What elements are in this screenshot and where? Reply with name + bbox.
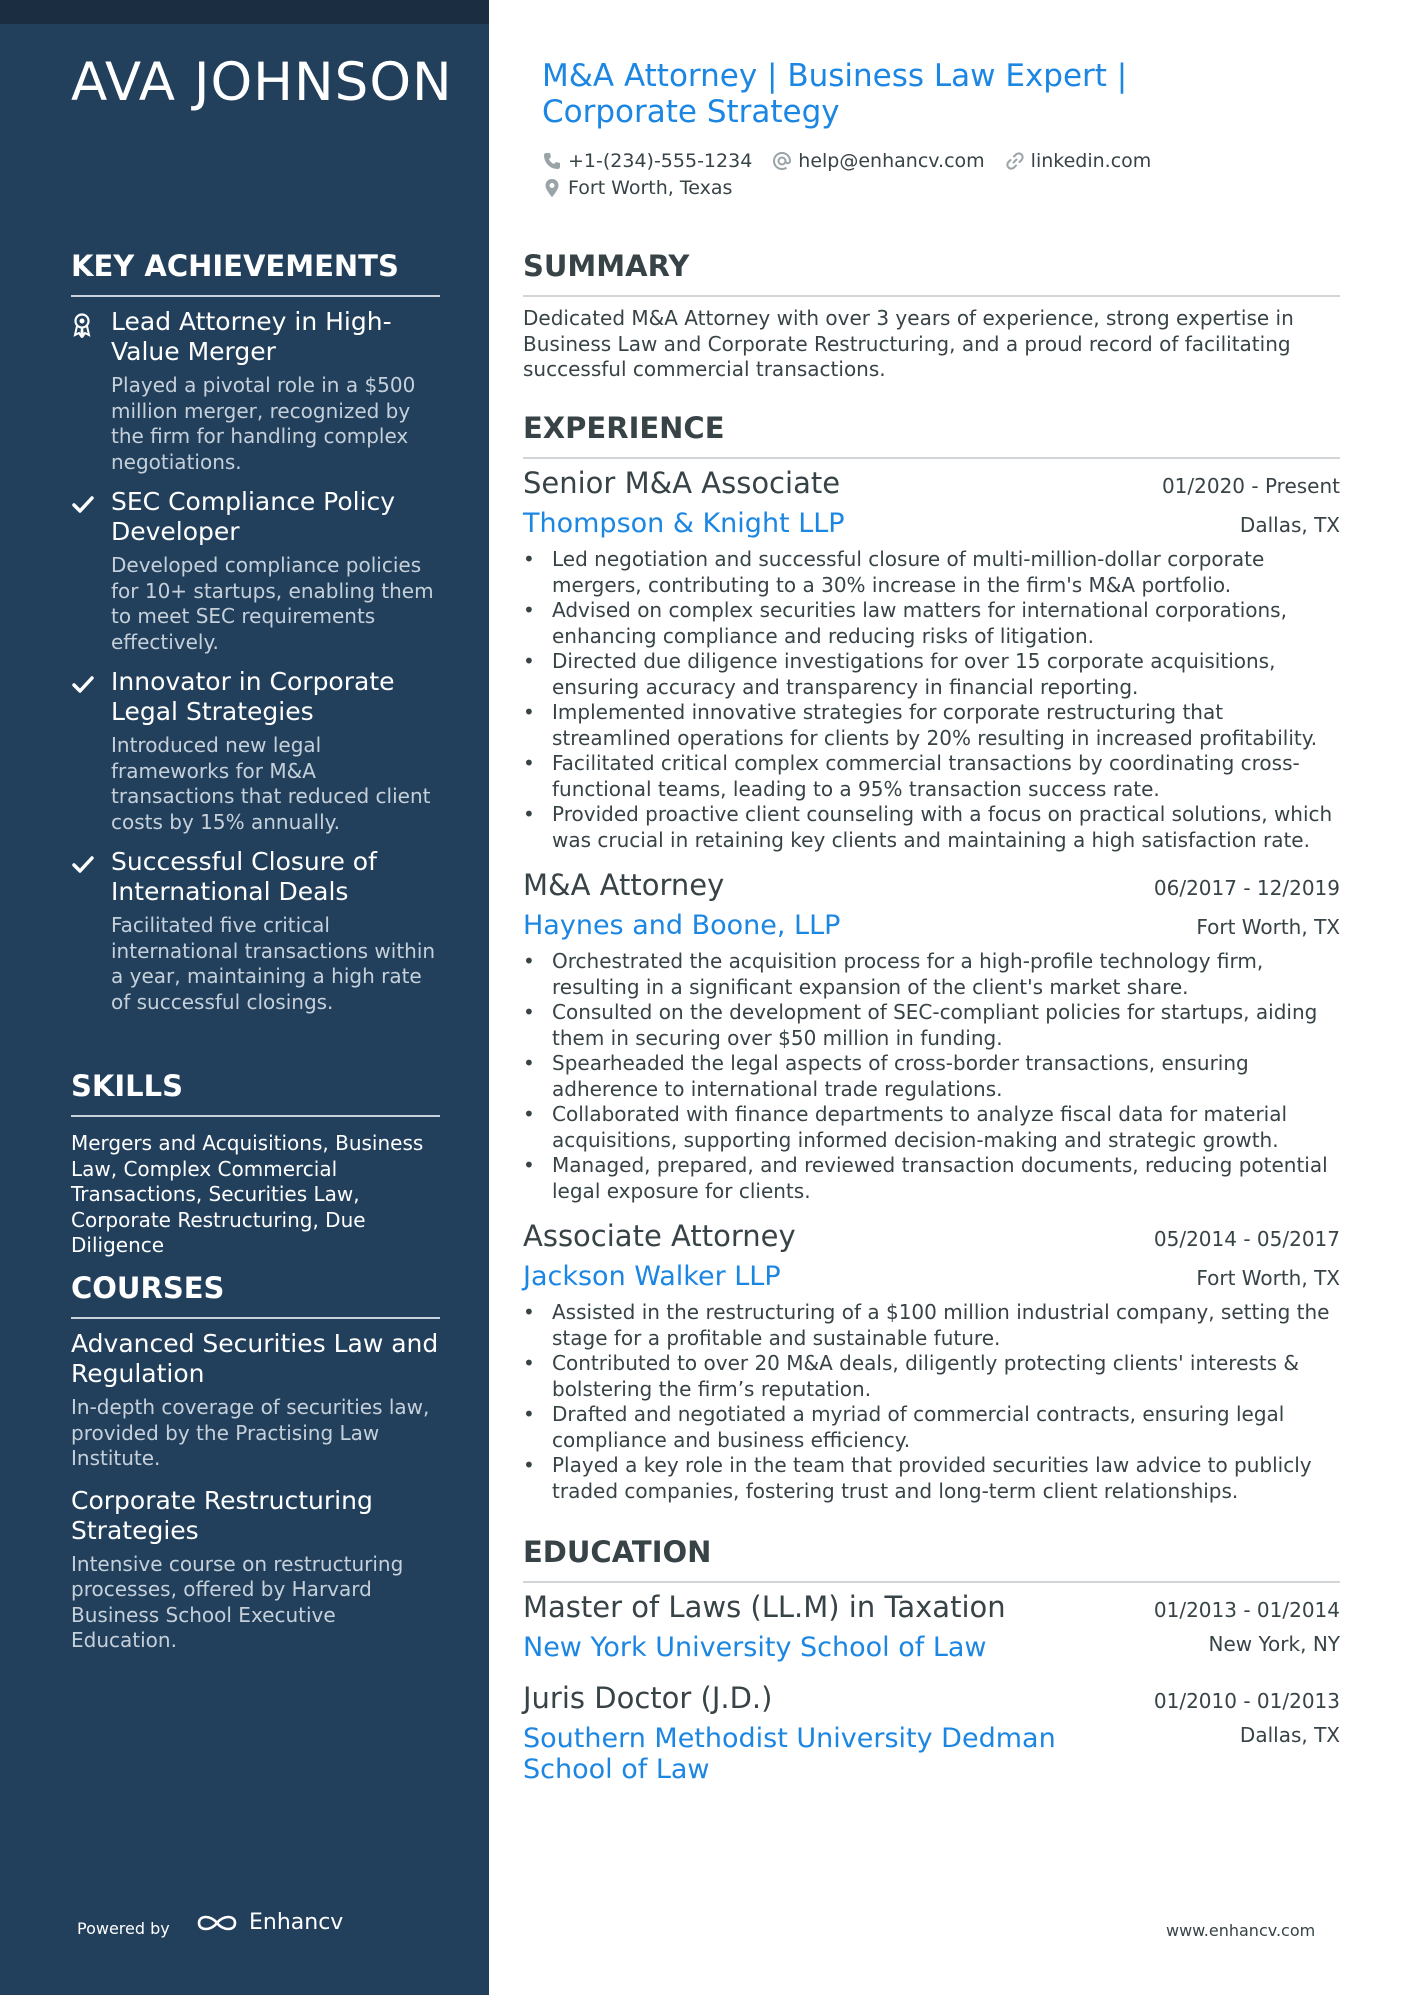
job-bullets bbox=[523, 547, 1340, 853]
phone-icon bbox=[542, 151, 562, 171]
contact-row-location bbox=[542, 177, 752, 199]
education-school[interactable]: New York University School of Law bbox=[523, 1632, 987, 1663]
job-dates: 06/2017 - 12/2019 bbox=[1153, 876, 1340, 900]
job-dates: 05/2014 - 05/2017 bbox=[1153, 1227, 1340, 1251]
achievement-description: Developed compliance policies for 10+ startups, enabling them to meet SEC requirements effectively. bbox=[111, 553, 434, 654]
achievement-item bbox=[71, 307, 440, 475]
job-bullets bbox=[523, 949, 1340, 1204]
courses-section bbox=[71, 1271, 440, 1654]
job-entry bbox=[523, 1219, 1340, 1504]
job-bullet: • Drafted and negotiated a myriad of commercial contracts, ensuring legal compliance and business efficiency. bbox=[523, 1402, 1340, 1453]
sidebar-top-bar bbox=[0, 0, 489, 24]
education-dates: 01/2013 - 01/2014 bbox=[1153, 1598, 1340, 1622]
job-bullet: • Orchestrated the acquisition process for a high-profile technology firm, resulting in a significant expansion of the client's market share. bbox=[523, 949, 1340, 1000]
skills-list: Mergers and Acquisitions, Business Law, Complex Commercial Transactions, Securities Law, Corporate Restructuring, Due Diligence bbox=[71, 1131, 424, 1257]
job-title: Senior M&A Associate bbox=[523, 466, 841, 500]
job-location: Fort Worth, TX bbox=[1196, 915, 1340, 939]
job-bullet: • Consulted on the development of SEC-compliant policies for startups, aiding them in securing over $50 million in funding. bbox=[523, 1000, 1340, 1051]
contact-row bbox=[542, 150, 1171, 172]
job-bullet: • Advised on complex securities law matters for international corporations, enhancing compliance and reducing risks of litigation. bbox=[523, 598, 1340, 649]
achievement-description: Facilitated five critical international transactions within a year, maintaining a high rate of successful closings. bbox=[111, 913, 436, 1014]
check-icon bbox=[71, 852, 97, 878]
enhancv-logo[interactable] bbox=[195, 1910, 343, 1935]
job-company[interactable]: Haynes and Boone, LLP bbox=[523, 910, 841, 941]
education-heading: EDUCATION bbox=[523, 1535, 1340, 1583]
job-bullet: • Collaborated with finance departments to analyze fiscal data for material acquisitions, supporting informed decision-making and strategic growth. bbox=[523, 1102, 1340, 1153]
course-description: In-depth coverage of securities law, provided by the Practising Law Institute. bbox=[71, 1395, 430, 1470]
job-bullet: • Directed due diligence investigations for over 15 corporate acquisitions, ensuring accuracy and transparency in financial reporting. bbox=[523, 649, 1340, 700]
contact-location bbox=[542, 177, 732, 199]
job-bullet: • Managed, prepared, and reviewed transaction documents, reducing potential legal exposure for clients. bbox=[523, 1153, 1340, 1204]
experience-heading: EXPERIENCE bbox=[523, 411, 1340, 459]
location-pin-icon bbox=[542, 178, 562, 198]
summary-text: Dedicated M&A Attorney with over 3 years of experience, strong expertise in Business Law and Corporate Restructuring, and a proud record of facilitating successful commercial transactions. bbox=[523, 306, 1294, 381]
contact-email[interactable] bbox=[772, 150, 984, 172]
achievement-title: Innovator in Corporate Legal Strategies bbox=[111, 667, 395, 726]
job-entry bbox=[523, 466, 1340, 853]
job-location: Fort Worth, TX bbox=[1196, 1266, 1340, 1290]
course-item bbox=[71, 1329, 440, 1472]
courses-heading: COURSES bbox=[71, 1271, 440, 1319]
education-location: New York, NY bbox=[1208, 1632, 1340, 1656]
course-description: Intensive course on restructuring processes, offered by Harvard Business School Executive Education. bbox=[71, 1551, 404, 1652]
enhancv-brand: Enhancv bbox=[249, 1910, 344, 1935]
email-text: help@enhancv.com bbox=[798, 150, 985, 172]
candidate-name: AVA JOHNSON bbox=[71, 52, 453, 113]
job-bullet: • Led negotiation and successful closure of multi-million-dollar corporate mergers, contributing to a 30% increase in the firm's M&A portfolio. bbox=[523, 547, 1340, 598]
job-title: Associate Attorney bbox=[523, 1219, 796, 1253]
enhancv-logo-icon bbox=[195, 1911, 241, 1935]
job-bullet: • Provided proactive client counseling with a focus on practical solutions, which was crucial in retaining key clients and maintaining a high satisfaction rate. bbox=[523, 802, 1340, 853]
website-text: linkedin.com bbox=[1030, 150, 1152, 172]
check-icon bbox=[71, 672, 97, 698]
education-entry bbox=[523, 1590, 1340, 1663]
education-degree: Master of Laws (LL.M) in Taxation bbox=[523, 1590, 1006, 1624]
education-location: Dallas, TX bbox=[1239, 1723, 1340, 1747]
skills-section bbox=[71, 1069, 440, 1259]
skills-heading: SKILLS bbox=[71, 1069, 440, 1117]
education-school[interactable]: Southern Methodist University Dedman School of Law bbox=[523, 1723, 1056, 1785]
education-dates: 01/2010 - 01/2013 bbox=[1153, 1689, 1340, 1713]
achievement-title: Lead Attorney in High-Value Merger bbox=[111, 307, 392, 366]
course-title: Corporate Restructuring Strategies bbox=[71, 1485, 373, 1545]
job-bullet: • Spearheaded the legal aspects of cross-border transactions, ensuring adherence to international trade regulations. bbox=[523, 1051, 1340, 1102]
job-location: Dallas, TX bbox=[1239, 513, 1340, 537]
job-company[interactable]: Jackson Walker LLP bbox=[523, 1261, 781, 1292]
job-bullet: • Assisted in the restructuring of a $100 million industrial company, setting the stage for a profitable and sustainable future. bbox=[523, 1300, 1340, 1351]
job-bullet: • Facilitated critical complex commercial transactions by coordinating cross-functional teams, leading to a 95% transaction success rate. bbox=[523, 751, 1340, 802]
job-bullets bbox=[523, 1300, 1340, 1504]
achievements-section bbox=[71, 249, 440, 1015]
job-company[interactable]: Thompson & Knight LLP bbox=[523, 508, 845, 539]
achievement-item bbox=[71, 847, 440, 1015]
achievement-description: Played a pivotal role in a $500 million merger, recognized by the firm for handling complex negotiations. bbox=[111, 373, 416, 474]
powered-by-label: Powered by bbox=[77, 1919, 170, 1938]
job-bullet: • Played a key role in the team that provided securities law advice to publicly traded companies, fostering trust and long-term client relationships. bbox=[523, 1453, 1340, 1504]
achievement-item bbox=[71, 667, 440, 835]
achievement-description: Introduced new legal frameworks for M&A transactions that reduced client costs by 15% annually. bbox=[111, 733, 431, 834]
achievement-title: SEC Compliance Policy Developer bbox=[111, 487, 396, 546]
course-item bbox=[71, 1486, 440, 1654]
summary-heading: SUMMARY bbox=[523, 249, 1340, 297]
job-bullet: • Contributed to over 20 M&A deals, diligently protecting clients' interests & bolstering the firm’s reputation. bbox=[523, 1351, 1340, 1402]
job-bullet: • Implemented innovative strategies for corporate restructuring that streamlined operations for clients by 20% resulting in increased profitability. bbox=[523, 700, 1340, 751]
job-title: M&A Attorney bbox=[523, 868, 725, 902]
award-icon bbox=[71, 312, 97, 338]
course-title: Advanced Securities Law and Regulation bbox=[71, 1329, 439, 1388]
contact-phone[interactable] bbox=[542, 150, 752, 172]
phone-text: +1-(234)-555-1234 bbox=[568, 150, 753, 172]
achievements-heading: KEY ACHIEVEMENTS bbox=[71, 249, 440, 297]
achievement-item bbox=[71, 487, 440, 655]
check-icon bbox=[71, 492, 97, 518]
job-dates: 01/2020 - Present bbox=[1161, 474, 1340, 498]
at-icon bbox=[772, 151, 792, 171]
education-degree: Juris Doctor (J.D.) bbox=[523, 1681, 773, 1715]
achievement-title: Successful Closure of International Deals bbox=[111, 847, 377, 906]
link-icon bbox=[1005, 151, 1025, 171]
location-text: Fort Worth, Texas bbox=[568, 177, 733, 199]
professional-headline: M&A Attorney | Business Law Expert | Corporate Strategy bbox=[542, 58, 1128, 130]
contact-website[interactable] bbox=[1005, 150, 1152, 172]
education-entry bbox=[523, 1681, 1340, 1785]
job-entry bbox=[523, 868, 1340, 1204]
footer-url[interactable]: www.enhancv.com bbox=[1166, 1921, 1316, 1940]
